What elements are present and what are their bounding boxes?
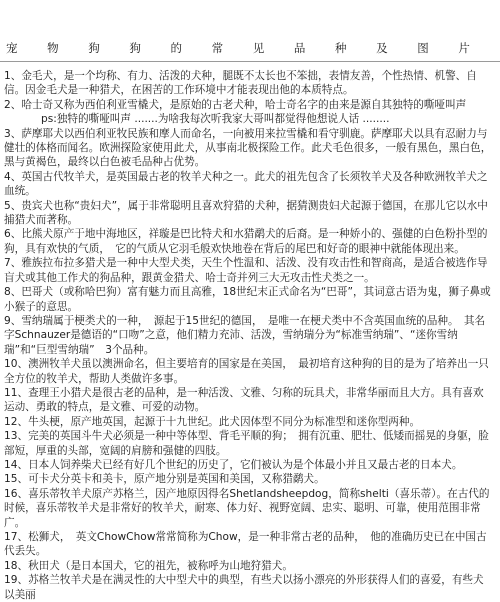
breed-paragraph: 13、完美的英国斗牛犬必须是一种中等体型、背毛平顺的狗； 拥有沉重、肥壮、低矮而摇晃的身躯，脸部短，厚重的头部，宽阔的肩膀和强健的四肢。 xyxy=(4,430,489,457)
breed-paragraph: 10、澳洲牧羊犬虽以澳洲命名，但主要培育的国家是在美国， 最初培育这种狗的目的是为了培养出一只全方位的牧羊犬，帮助人类做许多事。 xyxy=(4,358,489,385)
title-char: 种 xyxy=(335,41,347,55)
breed-paragraph: 1、金毛犬，是一个均称、有力、活泼的犬种，腿既不太长也不笨拙，表情友善，个性热情、机警、自信。因金毛犬是一种猎犬，在困苦的工作环境中才能表现出他的本质特点。 xyxy=(4,70,477,97)
breed-paragraph: 15、可卡犬分英卡和美卡，原产地分别是英国和美国，又称猎鹬犬。 xyxy=(4,473,325,486)
title-char: 常 xyxy=(211,41,224,55)
breed-paragraph: 2、哈士奇又称为西伯利亚雪橇犬，是原始的古老犬种，哈士奇名字的由来是源自其独特的嘶哑叫声 xyxy=(4,98,467,111)
breed-paragraph: 16、喜乐蒂牧羊犬原产苏格兰，因产地原因得名Shetlandsheepdog，简称shelti（喜乐蒂）。在古代的时候，喜乐蒂牧羊犬是非常好的牧羊犬，耐寒、体力好、视野宽阔、忠实、聪明、可靠，使用范围非常广。 xyxy=(4,487,490,529)
breed-paragraph: 6、比熊犬原产于地中海地区，祥璇是巴比特犬和水猎鹬犬的后裔。是一种娇小的、强健的白色粉扑型的狗，具有欢快的气质， 它的气质从它羽毛般欢快地卷在背后的尾巴和好奇的眼神中就能体现出来。 xyxy=(4,228,488,255)
breed-paragraph: 18、秋田犬（是日本国犬，它的祖先，被称呼为山地狩猎犬。 xyxy=(4,559,293,572)
title-char: 物 xyxy=(47,41,59,55)
title-char: 片 xyxy=(458,41,470,55)
breed-paragraph: 12、牛头梗，原产地英国，起源于十九世纪。此犬因体型不同分为标准型和迷你型两种。 xyxy=(4,415,421,428)
breed-paragraph: 11、查理王小猎犬是很古老的品种，是一种活泼、文雅、匀称的玩具犬，非常华丽而且大方。具有喜欢运动、勇敢的特点，是文雅、可爱的动物。 xyxy=(4,386,484,414)
title-char: 品 xyxy=(293,41,306,55)
breed-paragraph: 5、贵宾犬也称“贵妇犬”，属于非常聪明且喜欢狩猎的犬种，据猜测贵妇犬起源于德国，在那儿它以水中捕猎犬而著称。 xyxy=(4,199,488,227)
breed-paragraph: ps:独特的嘶哑叫声 .......为啥我每次听我家大哥叫都觉得他想说人话 ........ xyxy=(41,113,390,126)
title-char: 狗 xyxy=(129,41,141,55)
breed-paragraph: 17、松狮犬， 英文ChowChow常常简称为Chow，是一种非常古老的品种， 他的准确历史已在中国古代丢失。 xyxy=(4,531,487,558)
breed-paragraph: 7、雅族拉布拉多猎犬是一种中大型犬类，天生个性温和、活泼、没有攻击性和智商高，是适合被选作导盲犬或其他工作犬的狗品种，跟黄金猎犬、哈士奇并列三大无攻击性犬类之一。 xyxy=(4,257,488,284)
breed-paragraph: 8、巴哥犬（或称哈巴狗）富有魅力而且高雅，18世纪末正式命名为“巴哥”，其词意古语为鬼，狮子鼻或小猴子的意思。 xyxy=(4,286,491,313)
title-char: 狗 xyxy=(88,41,100,55)
document-body xyxy=(0,62,500,602)
breed-paragraph: 4、英国古代牧羊犬，是英国最古老的牧羊犬种之一。此犬的祖先包含了长须牧羊犬及各种欧洲牧羊犬之血统。 xyxy=(4,170,488,198)
title-char: 的 xyxy=(170,41,182,55)
title-char: 及 xyxy=(376,41,388,55)
title-char: 见 xyxy=(252,41,265,55)
title-char: 图 xyxy=(417,41,429,55)
breed-paragraph: 9、雪纳瑞属于梗类犬的一种， 源起于15世纪的德国， 是唯一在梗犬类中不含英国血统的品种。 其名字Schnauzer是德语的“口吻”之意，他们精力充沛、活泼，雪纳瑞分为“标准雪纳瑞”、“迷你雪纳瑞”和“巨型雪纳瑞” 3个品种。 xyxy=(4,314,486,356)
breed-paragraph: 19、苏格兰牧羊犬是在满灵性的大中型犬中的典型，有些犬以扬小漂亮的外形获得人们的喜爱，有些犬以美丽 xyxy=(4,574,484,601)
title-char: 宠 xyxy=(6,41,18,55)
breed-paragraph: 3、萨摩耶犬以西伯利亚牧民族和摩人而命名，一向被用来拉雪橇和看守驯鹿。萨摩耶犬以具有忍耐力与健壮的体格而闻名。欧洲探险家使用此犬，从事南北极探险工作。此犬毛色很多，一般有黑色，黑白色，黑与黄褐色，最终以白色被毛品种占优势。 xyxy=(4,127,492,169)
breed-paragraph: 14、日本人饲养柴犬已经有好几个世纪的历史了，它们被认为是个体最小并且又最古老的日本犬。 xyxy=(4,458,463,471)
document-title xyxy=(0,0,500,56)
